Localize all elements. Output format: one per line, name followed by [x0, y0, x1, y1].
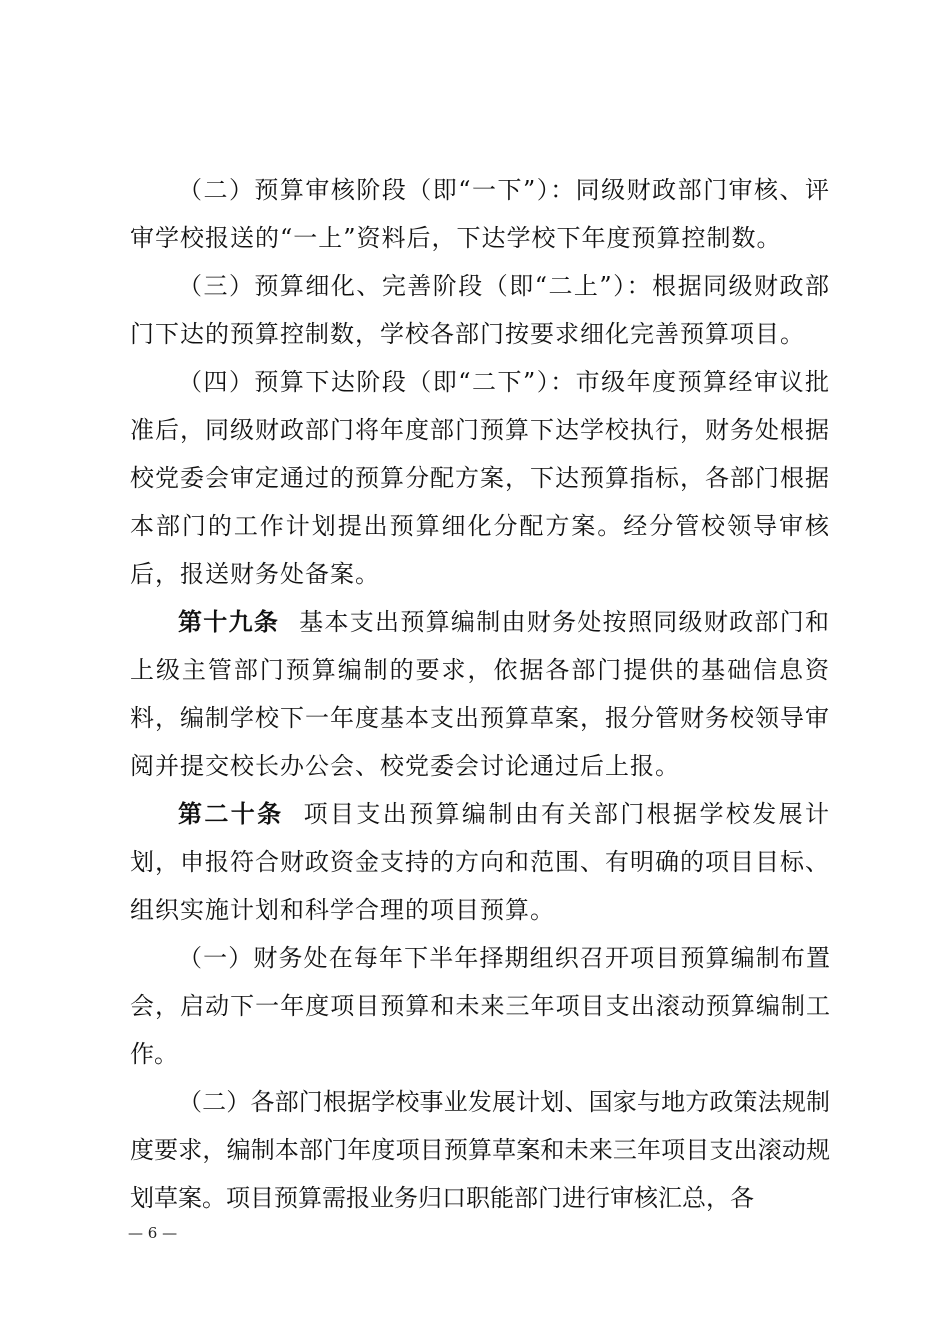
article-heading: 第二十条: [178, 800, 284, 828]
paragraph-budget-review-stage: [130, 166, 830, 262]
paragraph-text: 基本支出预算编制由财务处按照同级财政部门和上级主管部门预算编制的要求，依据各部门提供的基础信息资料，编制学校下一年度基本支出预算草案，报分管财务校领导审阅并提交校长办公会、校党委会讨论通过后上报。: [130, 608, 831, 780]
paragraph-department-project-budget: [130, 1078, 830, 1222]
paragraph-text: 项目支出预算编制由有关部门根据学校发展计划，申报符合财政资金支持的方向和范围、有明确的项目目标、组织实施计划和科学合理的项目预算。: [130, 800, 831, 924]
article-19: [130, 598, 830, 790]
paragraph-budget-refinement-stage: [130, 262, 830, 358]
document-body: [130, 166, 830, 1222]
article-heading: 第十九条: [178, 608, 280, 636]
paragraph-text: （一）财务处在每年下半年择期组织召开项目预算编制布置会，启动下一年度项目预算和未来三年项目支出滚动预算编制工作。: [130, 944, 830, 1068]
paragraph-text: （三）预算细化、完善阶段（即“二上”）：根据同级财政部门下达的预算控制数，学校各部门按要求细化完善预算项目。: [130, 272, 830, 348]
paragraph-text: （二）各部门根据学校事业发展计划、国家与地方政策法规制度要求，编制本部门年度项目预算草案和未来三年项目支出滚动规划草案。项目预算需报业务归口职能部门进行审核汇总，各: [130, 1088, 830, 1212]
paragraph-budget-issuance-stage: [130, 358, 830, 598]
paragraph-project-budget-meeting: [130, 934, 830, 1078]
paragraph-text: （二）预算审核阶段（即“一下”）：同级财政部门审核、评审学校报送的“一上”资料后，下达学校下年度预算控制数。: [130, 176, 830, 252]
page-number: — 6 —: [128, 1224, 178, 1242]
article-20: [130, 790, 830, 934]
paragraph-text: （四）预算下达阶段（即“二下”）：市级年度预算经审议批准后，同级财政部门将年度部门预算下达学校执行，财务处根据校党委会审定通过的预算分配方案，下达预算指标，各部门根据本部门的工作计划提出预算细化分配方案。经分管校领导审核后，报送财务处备案。: [130, 368, 830, 588]
